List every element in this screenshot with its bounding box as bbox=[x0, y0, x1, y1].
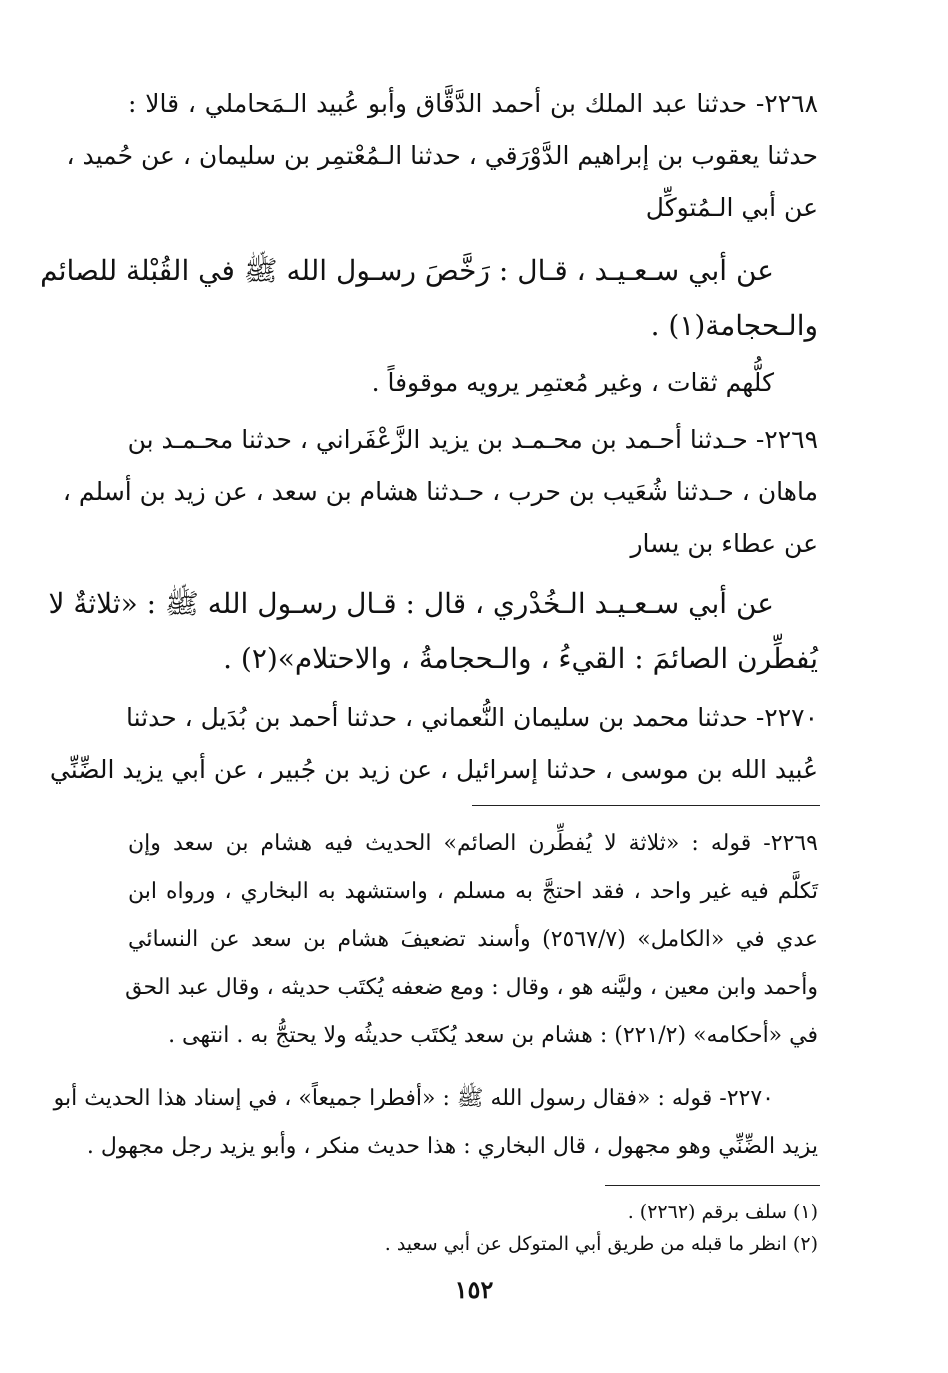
text-line: كلُّهم ثقات ، وغير مُعتمِر يرويه موقوفاً . bbox=[371, 368, 774, 397]
hadith-2269-text bbox=[48, 576, 818, 686]
page-number: ١٥٢ bbox=[454, 1275, 494, 1304]
note-2270 bbox=[53, 1075, 818, 1171]
hadith-2270-chain bbox=[49, 692, 818, 796]
footnotes bbox=[128, 1196, 818, 1260]
text-line: عن أبي سـعـيـد ، قـال : رَخَّصَ رسـول الله ﷺ في القُبْلة للصائم bbox=[40, 254, 774, 287]
footnote-2: (٢) انظر ما قبله من طريق أبي المتوكل عن أبي سعيد . bbox=[384, 1233, 818, 1255]
text-line: حدثنا يعقوب بن إبراهيم الدَّوْرَقي ، حدثنا الـمُعْتمِر بن سليمان ، عن حُميد ، bbox=[66, 141, 818, 170]
text-line: ٢٢٧٠- حدثنا محمد بن سليمان النُّعماني ، حدثنا أحمد بن بُدَيل ، حدثنا bbox=[125, 703, 818, 732]
text-line: ٢٢٦٨- حدثنا عبد الملك بن أحمد الدَّقَّاق وأبو عُبيد الـمَحاملي ، قالا : bbox=[128, 89, 818, 118]
hadith-2269-chain bbox=[62, 414, 818, 570]
note-line: وأحمد وابن معين ، وليَّنه هو ، وقال : ومع ضعفه يُكتَب حديثه ، وقال عبد الحق bbox=[125, 975, 818, 1000]
note-2269 bbox=[125, 820, 818, 1060]
note-line: عدي في «الكامل» (٢٥٦٧/٧) وأسند تضعيفَ هشام بن سعد عن النسائي bbox=[128, 927, 818, 952]
hadith-2268-chain bbox=[66, 78, 818, 234]
text-line: عُبيد الله بن موسى ، حدثنا إسرائيل ، عن زيد بن جُبير ، عن أبي يزيد الضِّنِّي bbox=[49, 755, 818, 784]
hadith-2268-comment bbox=[128, 357, 818, 409]
text-line: ٢٢٦٩- حـدثنا أحـمد بن محـمـد بن يزيد الزَّعْفَراني ، حدثنا محـمـد بن bbox=[127, 425, 818, 454]
note-line: يزيد الضِّنِّي وهو مجهول ، قال البخاري : هذا حديث منكر ، وأبو يزيد رجل مجهول . bbox=[86, 1134, 818, 1159]
text-line: عن أبي سـعـيـد الـخُدْري ، قال : قـال رسـول الله ﷺ : «ثلاثةٌ لا bbox=[48, 587, 774, 620]
footnotes-separator bbox=[605, 1185, 820, 1186]
notes-separator bbox=[472, 805, 820, 806]
hadith-2268-text bbox=[40, 243, 818, 353]
text-line: يُفطِّرن الصائمَ : القيءُ ، والـحجامةُ ، والاحتلام»(٢) . bbox=[223, 642, 818, 675]
text-line: ماهان ، حـدثنا شُعَيب بن حرب ، حـدثنا هشام بن سعد ، عن زيد بن أسلم ، bbox=[62, 477, 818, 506]
note-line: تَكلَّم فيه غير واحد ، فقد احتجَّ به مسلم ، واستشهد به البخاري ، ورواه ابن bbox=[128, 879, 818, 904]
footnote-1: (١) سلف برقم (٢٢٦٢) . bbox=[627, 1201, 818, 1223]
note-line: ٢٢٧٠- قوله : «فقال رسول الله ﷺ : «أفطرا جميعاً» ، في إسناد هذا الحديث أبو bbox=[53, 1086, 774, 1111]
note-line: ٢٢٦٩- قوله : «ثلاثة لا يُفطِّرن الصائم» الحديث فيه هشام بن سعد وإن bbox=[128, 831, 818, 856]
note-line: في «أحكامه» (٢٢١/٢) : هشام بن سعد يُكتَب حديثُه ولا يحتجُّ به . انتهى . bbox=[168, 1023, 818, 1048]
text-line: والـحجامة(١) . bbox=[650, 309, 818, 342]
text-line: عن أبي الـمُتوكِّل bbox=[645, 193, 818, 222]
text-line: عن عطاء بن يسار bbox=[630, 529, 818, 558]
